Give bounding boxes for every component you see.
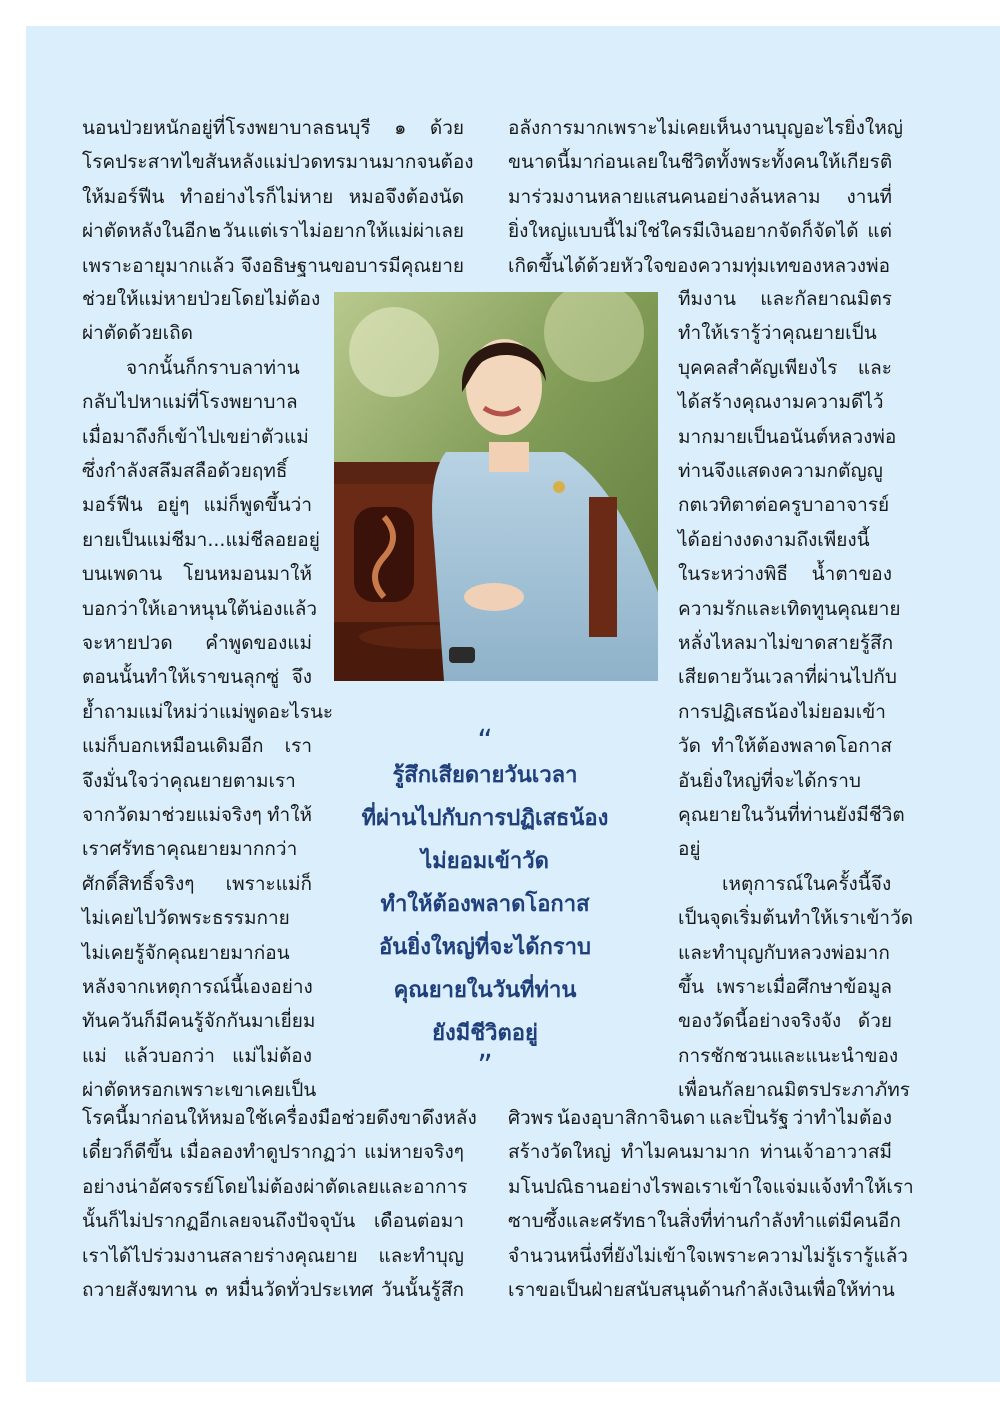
left-col-narrow-line: เราศรัทธาคุณยายมากกว่า <box>82 838 298 861</box>
right-col-top-line: เกิดขึ้นได้ด้วยหัวใจของความทุ่มเทของหลวงพ่อ <box>508 254 890 277</box>
right-col-narrow-line: ทีมงาน และกัลยาณมิตร <box>678 288 892 310</box>
left-col-top-line: เพราะอายุมากแล้ว จึงอธิษฐานขอบารมีคุณยาย <box>82 254 464 277</box>
left-col-bottom-line: โรคนี้มาก่อน ให้หมอใช้เครื่องมือช่วยดึงขาดึงหลัง <box>82 1107 477 1129</box>
right-col-top-line: อลังการมาก เพราะไม่เคยเห็นงานบุญอะไรยิ่งใหญ่ <box>508 117 903 139</box>
right-col-bottom-line: ศิวพร น้องอุบาสิกาจินดา และปิ่นรัฐ ว่าทำไมต้อง <box>508 1107 892 1129</box>
left-col-bottom-line: เดี๋ยวก็ดีขึ้น เมื่อลองทำดูปรากฏว่า แม่หายจริงๆ <box>82 1141 464 1164</box>
right-col-narrow-line: ของวัดนี้อย่างจริงจัง ด้วย <box>678 1010 892 1033</box>
right-col-narrow-line: การปฏิเสธน้องไม่ยอมเข้า <box>678 700 886 723</box>
right-col-narrow-line: บุคคลสำคัญเพียงไร และ <box>678 356 892 379</box>
right-col-narrow-line: เสียดายวันเวลาที่ผ่านไปกับ <box>678 666 897 689</box>
pull-quote-line: ทำให้ต้องพลาดโอกาส <box>380 892 590 917</box>
pull-quote-line: ยังมีชีวิตอยู่ <box>432 1021 538 1046</box>
left-col-narrow-line: ช่วยให้แม่หายป่วยโดยไม่ต้อง <box>82 288 321 310</box>
pull-quote-line: ที่ผ่านไปกับการปฏิเสธน้อง <box>361 806 609 831</box>
pull-quote-line: อันยิ่งใหญ่ที่จะได้กราบ <box>379 935 591 960</box>
left-col-narrow-line: เมื่อมาถึงก็เข้าไปเขย่าตัวแม่ <box>82 425 309 448</box>
left-col-narrow-line: มอร์ฟีน อยู่ๆ แม่ก็พูดขึ้นว่า <box>82 494 312 517</box>
left-col-narrow-line: ไม่เคยไปวัดพระธรรมกาย <box>82 907 290 930</box>
right-col-narrow-line: ในระหว่างพิธี น้ำตาของ <box>678 563 892 586</box>
right-col-narrow-line: ทำให้เรารู้ว่าคุณยายเป็น <box>678 322 877 345</box>
left-col-narrow-line: จึงมั่นใจว่าคุณยายตามเรา <box>82 769 296 792</box>
left-col-bottom-line: ถวายสังฆทาน ๓ หมื่นวัดทั่วประเทศ วันนั้นรู้สึก <box>82 1279 464 1301</box>
left-col-narrow-line: ตอนนั้นทำให้เราขนลุกซู่ จึง <box>82 666 312 689</box>
left-col-narrow-line: ผ่าตัดด้วยเถิด <box>82 322 193 345</box>
left-col-top-line: นอนป่วยหนักอยู่ที่โรงพยาบาลธนบุรี ๑ ด้วย <box>82 117 464 139</box>
pull-quote-line: รู้สึกเสียดายวันเวลา <box>392 763 578 788</box>
left-col-narrow-line: จะหายปวด คำพูดของแม่ <box>82 632 312 654</box>
right-col-narrow-line: เพื่อนกัลยาณมิตรประภาภัทร <box>678 1079 910 1102</box>
left-col-narrow-line: ศักดิ์สิทธิ์จริงๆ เพราะแม่ก็ <box>82 872 312 895</box>
right-col-bottom-line: สร้างวัดใหญ่ ทำไมคนมามาก ท่านเจ้าอาวาสมี <box>508 1141 892 1164</box>
right-col-top-line: มาร่วมงานหลายแสนคนอย่างล้นหลาม งานที่ <box>508 185 892 208</box>
left-col-narrow-line: ทันควันก็มีคนรู้จักกันมาเยี่ยม <box>82 1010 316 1033</box>
right-col-narrow-line: คุณยายในวันที่ท่านยังมีชีวิต <box>678 804 905 826</box>
right-col-narrow-line: กตเวทิตาต่อครูบาอาจารย์ <box>678 494 890 517</box>
left-col-narrow-line: ย้ำถามแม่ใหม่ว่า แม่พูดอะไรนะ <box>82 700 334 723</box>
right-col-narrow-line: หลั่งไหลมาไม่ขาดสาย รู้สึก <box>678 632 894 654</box>
right-col-narrow-line: ท่านจึงแสดงความกตัญญู <box>678 460 883 482</box>
right-col-narrow-line: ความรักและเทิดทูนคุณยาย <box>678 597 901 620</box>
left-col-narrow-line: ซึ่งกำลังสลึมสลือด้วยฤทธิ์ <box>82 460 288 482</box>
portrait-illustration <box>334 292 658 681</box>
right-col-narrow-line: ขึ้น เพราะเมื่อศึกษาข้อมูล <box>678 976 892 998</box>
right-col-narrow-line: และทำบุญกับหลวงพ่อมาก <box>678 941 890 964</box>
right-col-narrow-line: วัด ทำให้ต้องพลาดโอกาส <box>678 735 892 758</box>
left-col-top-line: โรคประสาทไขสันหลัง แม่ปวดทรมานมากจนต้อง <box>82 151 474 174</box>
right-col-narrow-line: เป็นจุดเริ่มต้นทำให้เราเข้าวัด <box>678 907 914 930</box>
pull-quote-line: คุณยายในวันที่ท่าน <box>393 978 577 1003</box>
right-col-narrow-line: อยู่ <box>678 838 701 861</box>
portrait-photo <box>334 292 658 681</box>
left-col-bottom-line: อย่างน่าอัศจรรย์ โดยไม่ต้องผ่าตัดเลย และอาการ <box>82 1175 468 1198</box>
pull-quote <box>330 724 640 1084</box>
open-quote-mark: “ <box>477 724 493 759</box>
right-col-narrow-line: เหตุการณ์ในครั้งนี้จึง <box>722 872 892 895</box>
right-col-bottom-line: ซาบซึ้งและศรัทธาในสิ่งที่ท่านกำลังทำ แต่มีคนอีก <box>508 1210 901 1233</box>
right-col-narrow-line: การชักชวนและแนะนำของ <box>678 1044 899 1067</box>
right-col-bottom-line: เราขอเป็นฝ่ายสนับสนุนด้านกำลังเงิน เพื่อให้ท่าน <box>508 1279 895 1301</box>
left-col-narrow-line: บอกว่าให้เอาหนุนใต้น่องแล้ว <box>82 597 318 620</box>
right-col-top-line: ขนาดนี้มาก่อนเลยในชีวิต ทั้งพระทั้งคนให้เกียรติ <box>508 151 893 174</box>
pull-quote-line: ไม่ยอมเข้าวัด <box>421 849 549 874</box>
right-col-top-line: ยิ่งใหญ่แบบนี้ไม่ใช่ใครมีเงินอยากจัดก็จัดได้ แต่ <box>508 220 892 243</box>
left-col-narrow-line: กลับไปหาแม่ที่โรงพยาบาล <box>82 391 298 414</box>
right-col-narrow-line: ได้สร้างคุณงามความดีไว้ <box>678 391 884 414</box>
left-col-bottom-line: นั้นก็ไม่ปรากฏอีกเลยจนถึงปัจจุบัน เดือนต่อมา <box>82 1210 464 1233</box>
left-col-narrow-line: จากนั้นก็กราบลาท่าน <box>126 356 300 379</box>
right-col-narrow-line: อันยิ่งใหญ่ที่จะได้กราบ <box>678 769 861 792</box>
left-col-narrow-line: ยายเป็นแม่ชีมา...แม่ชีลอยอยู่ <box>82 528 320 551</box>
right-col-narrow-line: ได้อย่างงดงามถึงเพียงนี้ <box>678 528 870 551</box>
close-quote-mark: ” <box>477 1049 493 1084</box>
right-col-bottom-line: จำนวนหนึ่งที่ยังไม่เข้าใจเพราะความไม่รู้ เรารู้แล้ว <box>508 1244 908 1267</box>
left-col-narrow-line: แม่ก็บอกเหมือนเดิมอีก เรา <box>82 735 312 758</box>
left-col-top-line: ผ่าตัดหลังในอีก ๒ วัน แต่เราไม่อยากให้แม่ผ่าเลย <box>82 220 464 243</box>
left-col-narrow-line: จากวัดมาช่วยแม่จริงๆ ทำให้ <box>82 804 312 826</box>
left-col-top-line: ให้มอร์ฟีน ทำอย่างไรก็ไม่หาย หมอจึงต้องนัด <box>82 185 464 208</box>
right-col-bottom-line: มโนปณิธานอย่างไร พอเราเข้าใจแจ่มแจ้งทำให้เรา <box>508 1175 914 1198</box>
left-col-narrow-line: ผ่าตัดหรอก เพราะเขาเคยเป็น <box>82 1079 317 1102</box>
right-col-narrow-line: มากมายเป็นอนันต์ หลวงพ่อ <box>678 425 897 448</box>
left-col-bottom-line: เราได้ไปร่วมงานสลายร่างคุณยาย และทำบุญ <box>82 1244 464 1267</box>
left-col-narrow-line: บนเพดาน โยนหมอนมาให้ <box>82 563 312 586</box>
left-col-narrow-line: แม่ แล้วบอกว่า แม่ไม่ต้อง <box>82 1044 312 1067</box>
left-col-narrow-line: หลังจากเหตุการณ์นี้เอง อย่าง <box>82 976 313 998</box>
left-col-narrow-line: ไม่เคยรู้จักคุณยายมาก่อน <box>82 941 290 964</box>
